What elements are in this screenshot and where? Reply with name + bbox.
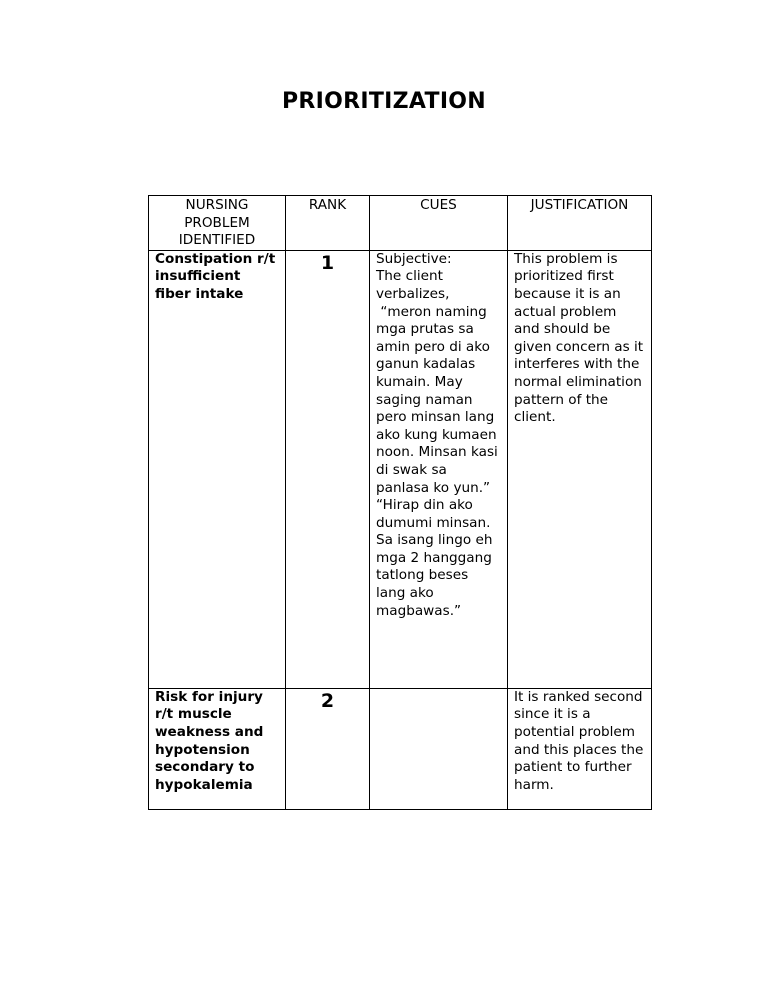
rank-value: 2 <box>320 689 335 712</box>
cues-cell <box>370 688 508 809</box>
header-justification: JUSTIFICATION <box>508 196 652 251</box>
header-rank: RANK <box>286 196 370 251</box>
nursing-problem: Risk for injury r/t muscle weakness and hypotension secondary to hypokalemia <box>155 688 264 793</box>
table-row <box>149 250 652 688</box>
problem-cell <box>149 688 286 809</box>
justification-cell <box>508 250 652 688</box>
rank-cell <box>286 250 370 688</box>
cues-text <box>376 251 501 620</box>
page-title: PRIORITIZATION <box>281 89 487 114</box>
cue-line: “Hirap din ako dumumi minsan. Sa isang lingo eh mga 2 hanggang tatlong beses lang ako magbawas.” <box>376 497 497 619</box>
rank-value: 1 <box>320 251 335 274</box>
justification-text: This problem is prioritized first because it is an actual problem and should be given concern as it interferes with the normal elimination pattern of the client. <box>514 250 644 426</box>
rank-cell <box>286 688 370 809</box>
cue-line: Subjective: <box>376 250 452 267</box>
justification-cell <box>508 688 652 809</box>
table-header-row <box>149 196 652 251</box>
justification-text: It is ranked second since it is a potential problem and this places the patient to further harm. <box>514 688 644 793</box>
header-nursing-problem: NURSING PROBLEM IDENTIFIED <box>149 196 286 251</box>
cues-cell <box>370 250 508 688</box>
header-cues: CUES <box>370 196 508 251</box>
problem-cell <box>149 250 286 688</box>
nursing-problem: Constipation r/t insufficient fiber intake <box>155 250 276 302</box>
prioritization-table <box>148 195 652 810</box>
cue-line: “meron naming mga prutas sa amin pero di ako ganun kadalas kumain. May saging naman pero minsan lang ako kung kumaen noon. Minsan kasi di swak sa panlasa ko yun.” <box>376 303 503 496</box>
cue-line: The client verbalizes, <box>376 268 450 302</box>
table-row <box>149 688 652 809</box>
